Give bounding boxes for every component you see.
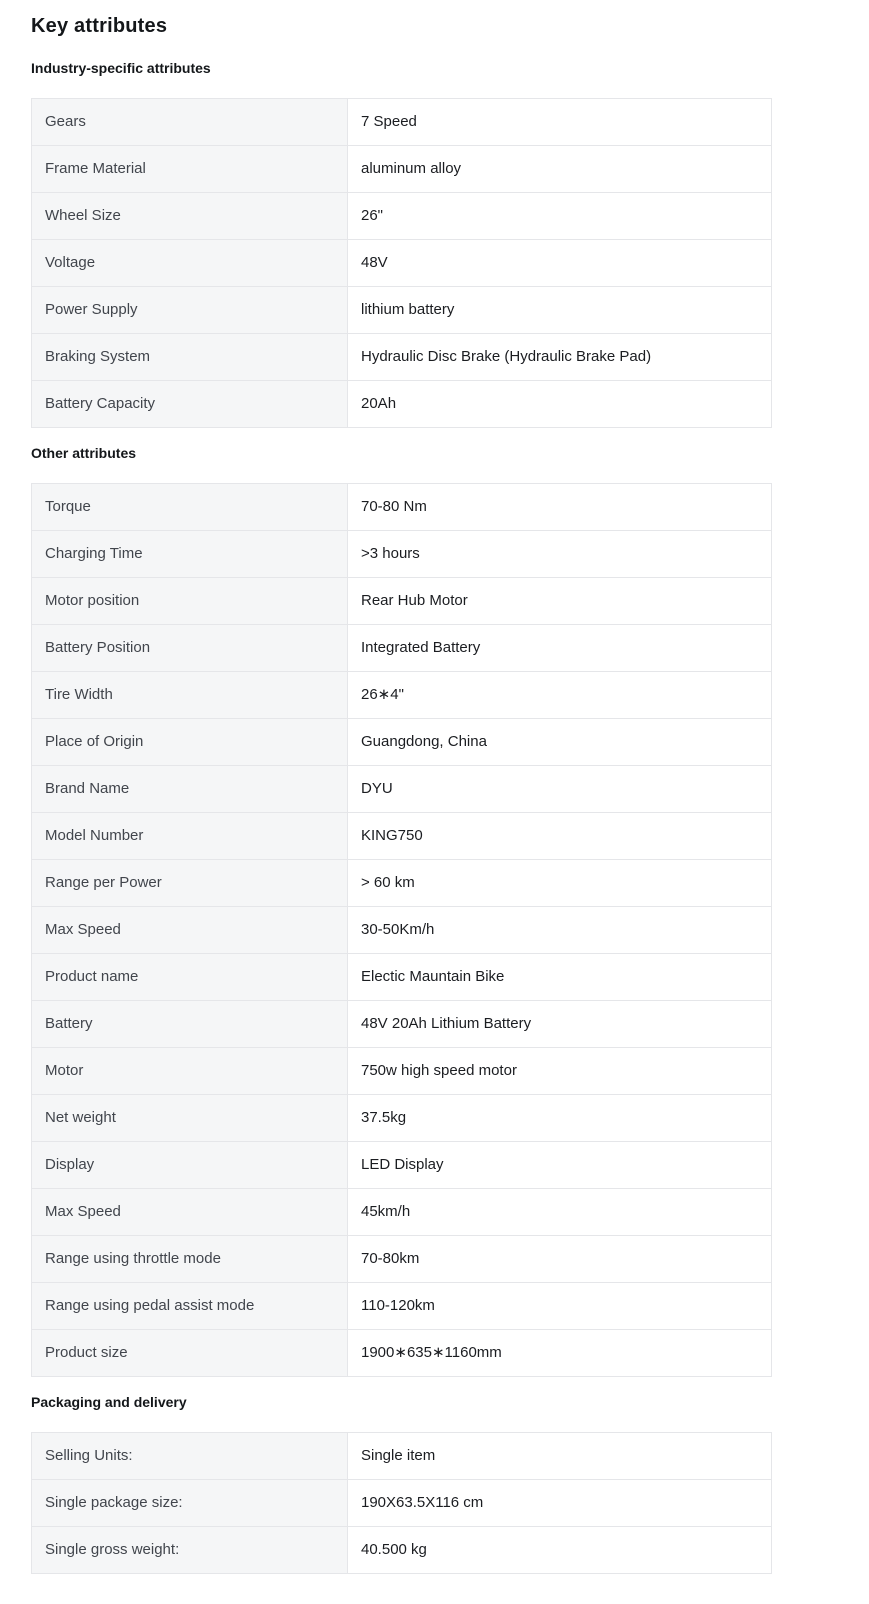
table-row xyxy=(32,1480,772,1527)
table-row xyxy=(32,146,772,193)
attr-value: >3 hours xyxy=(348,531,772,578)
attr-value: > 60 km xyxy=(348,860,772,907)
table-row xyxy=(32,1330,772,1377)
attr-label: Single gross weight: xyxy=(32,1527,348,1574)
attr-label: Product name xyxy=(32,954,348,1001)
attribute-group-other xyxy=(31,444,772,1377)
table-row xyxy=(32,334,772,381)
attr-label: Selling Units: xyxy=(32,1433,348,1480)
table-row xyxy=(32,1048,772,1095)
attr-value: 48V xyxy=(348,240,772,287)
attr-label: Range using pedal assist mode xyxy=(32,1283,348,1330)
attr-value: KING750 xyxy=(348,813,772,860)
attr-label: Net weight xyxy=(32,1095,348,1142)
attr-value: 40.500 kg xyxy=(348,1527,772,1574)
attr-label: Frame Material xyxy=(32,146,348,193)
table-row xyxy=(32,954,772,1001)
attr-value: Electic Mauntain Bike xyxy=(348,954,772,1001)
table-row xyxy=(32,625,772,672)
table-row xyxy=(32,578,772,625)
attr-value: 190X63.5X116 cm xyxy=(348,1480,772,1527)
key-attributes-section xyxy=(31,13,772,1574)
attr-label: Display xyxy=(32,1142,348,1189)
attr-value: 750w high speed motor xyxy=(348,1048,772,1095)
attr-value: 7 Speed xyxy=(348,99,772,146)
attr-label: Battery Capacity xyxy=(32,381,348,428)
attr-value: Guangdong, China xyxy=(348,719,772,766)
table-row xyxy=(32,1527,772,1574)
attr-label: Battery Position xyxy=(32,625,348,672)
attr-value: 26∗4" xyxy=(348,672,772,719)
attr-value: Integrated Battery xyxy=(348,625,772,672)
attr-value: LED Display xyxy=(348,1142,772,1189)
table-row xyxy=(32,484,772,531)
page-title: Key attributes xyxy=(31,15,168,37)
attr-label: Tire Width xyxy=(32,672,348,719)
table-row xyxy=(32,99,772,146)
table-row xyxy=(32,1236,772,1283)
attr-value: 48V 20Ah Lithium Battery xyxy=(348,1001,772,1048)
table-row xyxy=(32,287,772,334)
table-row xyxy=(32,1095,772,1142)
attr-label: Battery xyxy=(32,1001,348,1048)
attr-value: 30-50Km/h xyxy=(348,907,772,954)
table-row xyxy=(32,860,772,907)
group-heading-packaging: Packaging and delivery xyxy=(31,1394,187,1410)
attr-label: Max Speed xyxy=(32,907,348,954)
attr-value: 20Ah xyxy=(348,381,772,428)
attr-value: 1900∗635∗1160mm xyxy=(348,1330,772,1377)
attribute-group-industry xyxy=(31,59,772,428)
table-row xyxy=(32,240,772,287)
attribute-group-packaging xyxy=(31,1393,772,1574)
table-row xyxy=(32,1001,772,1048)
table-row xyxy=(32,1433,772,1480)
group-heading-other: Other attributes xyxy=(31,445,137,461)
attr-value: 70-80 Nm xyxy=(348,484,772,531)
table-row xyxy=(32,907,772,954)
attr-label: Product size xyxy=(32,1330,348,1377)
table-row xyxy=(32,766,772,813)
group-heading-industry-specific: Industry-specific attributes xyxy=(31,60,211,76)
table-row xyxy=(32,672,772,719)
attr-label: Voltage xyxy=(32,240,348,287)
table-row xyxy=(32,1189,772,1236)
attr-value: Single item xyxy=(348,1433,772,1480)
table-row xyxy=(32,719,772,766)
attr-value: 110-120km xyxy=(348,1283,772,1330)
packaging-delivery-table xyxy=(31,1432,772,1574)
attr-value: aluminum alloy xyxy=(348,146,772,193)
attr-label: Charging Time xyxy=(32,531,348,578)
attr-label: Power Supply xyxy=(32,287,348,334)
attr-label: Gears xyxy=(32,99,348,146)
attr-label: Range using throttle mode xyxy=(32,1236,348,1283)
attr-label: Brand Name xyxy=(32,766,348,813)
industry-attributes-table xyxy=(31,98,772,428)
table-row xyxy=(32,813,772,860)
attr-value: Hydraulic Disc Brake (Hydraulic Brake Pad) xyxy=(348,334,772,381)
other-attributes-table xyxy=(31,483,772,1377)
attr-label: Place of Origin xyxy=(32,719,348,766)
table-row xyxy=(32,1142,772,1189)
attr-value: 37.5kg xyxy=(348,1095,772,1142)
attr-label: Wheel Size xyxy=(32,193,348,240)
attr-label: Single package size: xyxy=(32,1480,348,1527)
attr-value: 70-80km xyxy=(348,1236,772,1283)
attr-value: DYU xyxy=(348,766,772,813)
attr-label: Braking System xyxy=(32,334,348,381)
attr-value: lithium battery xyxy=(348,287,772,334)
attr-value: Rear Hub Motor xyxy=(348,578,772,625)
attr-label: Model Number xyxy=(32,813,348,860)
attr-value: 26" xyxy=(348,193,772,240)
attr-value: 45km/h xyxy=(348,1189,772,1236)
table-row xyxy=(32,531,772,578)
table-row xyxy=(32,381,772,428)
attr-label: Motor xyxy=(32,1048,348,1095)
table-row xyxy=(32,193,772,240)
table-row xyxy=(32,1283,772,1330)
attr-label: Torque xyxy=(32,484,348,531)
attr-label: Range per Power xyxy=(32,860,348,907)
attr-label: Max Speed xyxy=(32,1189,348,1236)
attr-label: Motor position xyxy=(32,578,348,625)
